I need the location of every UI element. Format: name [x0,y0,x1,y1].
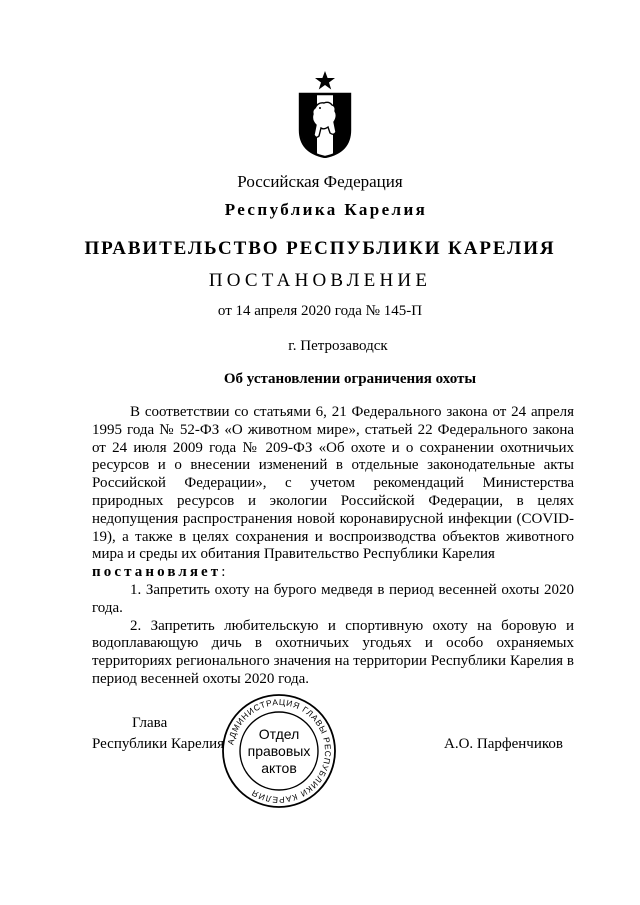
item-1-paragraph: 1. Запретить охоту на бурого медведя в период весенней охоты 2020 года. [92,581,574,616]
resolves-colon: : [221,564,226,581]
signatory-title-line2: Республики Карелия [92,736,225,752]
preamble-paragraph: В соответствии со статьями 6, 21 Федерального закона от 24 апреля 1995 года № 52-ФЗ «О животном мире», статьей 22 Федерального закона от 24 июля 2009 года № 209-ФЗ «Об охоте и о сохранении охотничьих ресурсов и о внесении изменений в отдельные законодательные акты Российской Федерации», с учетом рекомендаций Министерства природных ресурсов и экологии Российской Федерации, в целях недопущения распространения новой коронавирусной инфекции (COVID-19), а также в целях сохранения и воспроизводства объектов животного мира и среды их обитания Правительство Республики Карелия [92,404,574,563]
republic-line: Республика Карелия [224,200,428,219]
decree-body [92,404,574,689]
federation-line: Российская Федерация [237,172,403,191]
stamp-line1: Отдел [258,726,300,742]
city-line: г. Петрозаводск [288,338,388,354]
signatory-name: А.О. Парфенчиков [444,736,563,752]
karelia-coat-of-arms-icon [296,70,354,158]
stamp-line2: правовых [247,743,311,759]
stamp-ring-text: АДМИНИСТРАЦИЯ ГЛАВЫ РЕСПУБЛИКИ КАРЕЛИЯ [225,696,334,806]
document-type: ПОСТАНОВЛЕНИЕ [208,270,432,291]
decree-subject: Об установлении ограничения охоты [223,371,477,387]
resolves-paragraph [92,564,574,582]
item-2-paragraph: 2. Запретить любительскую и спортивную охоту на боровую и водоплавающую дичь в охотничьих угодьях и особо охраняемых территориях регионального значения на территории Республики Карелия в период весенней охоты 2020 года. [92,617,574,687]
signatory-title-line1: Глава [132,715,168,731]
government-title: ПРАВИТЕЛЬСТВО РЕСПУБЛИКИ КАРЕЛИЯ [84,238,556,259]
stamp-line3: актов [261,760,297,776]
decree-date-number: от 14 апреля 2020 года № 145-П [217,303,423,319]
resolves-word: постановляет [92,564,222,581]
department-stamp-icon [220,692,338,810]
